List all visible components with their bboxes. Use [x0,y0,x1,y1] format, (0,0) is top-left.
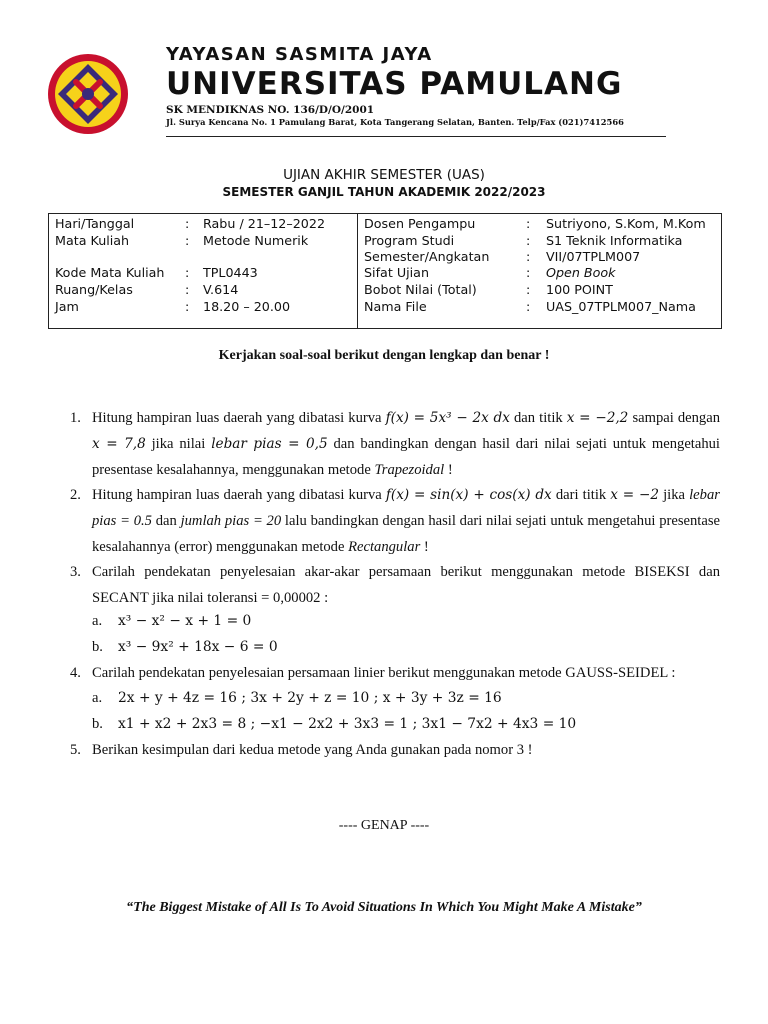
info-label: Mata Kuliah [55,233,130,248]
university-logo [46,52,130,136]
info-colon: : [526,249,531,264]
question-number: 4. [70,665,81,681]
info-value: 18.20 – 20.00 [203,299,291,314]
question-text: Carilah pendekatan penyelesaian akar-akar persamaan berikut menggunakan metode BISEKSI dan SECANT jika nilai toleransi = 0,00002 : [92,564,720,606]
question-text: Hitung hampiran luas daerah yang dibatasi kurva f(x) = 5x³ − 2x dx dan titik x = −2,2 sampai dengan x = 7,8 jika nilai lebar pias = 0,5 dan bandingkan dengan hasil dari nilai sejati untuk mengetahui presentase kesalahannya, menggunakan metode Trapezoidal ! [92,410,720,478]
info-value: V.614 [203,282,239,297]
info-colon: : [185,299,190,314]
info-label: Kode Mata Kuliah [55,265,165,280]
info-value: UAS_07TPLM007_Nama [546,299,696,314]
info-colon: : [526,233,531,248]
info-label: Nama File [364,299,427,314]
footer-quote: “The Biggest Mistake of All Is To Avoid Situations In Which You Might Make A Mistake” [126,900,642,915]
info-value: 100 POINT [546,282,613,297]
info-value: Metode Numerik [203,233,309,248]
equation: x³ − 9x² + 18x − 6 = 0 [118,639,278,655]
question-text: Hitung hampiran luas daerah yang dibatasi kurva f(x) = sin(x) + cos(x) dx dari titik x = −2 jika lebar pias = 0.5 dan jumlah pias = 20 lalu bandingkan dengan hasil dari nilai sejati untuk mengetahui presentase kesalahannya (error) menggunakan metode Rectangular ! [92,487,720,555]
info-value: VII/07TPLM007 [546,249,641,264]
info-colon: : [526,282,531,297]
info-colon: : [185,282,190,297]
math-expression: lebar pias = 0,5 [211,436,328,452]
sub-label: a. [92,690,103,706]
exam-info-table [48,213,722,329]
info-value: TPL0443 [203,265,258,280]
info-colon: : [526,216,531,231]
info-colon: : [526,265,531,280]
exam-variant: ---- GENAP ---- [338,818,430,833]
info-value: S1 Teknik Informatika [546,233,683,248]
sub-label: b. [92,639,103,655]
info-colon: : [185,265,190,280]
equation: x1 + x2 + 2x3 = 8 ; −x1 − 2x2 + 3x3 = 1 ; 3x1 − 7x2 + 4x3 = 10 [118,716,577,732]
math-expression: f(x) = sin(x) + cos(x) dx [385,487,552,503]
info-colon: : [526,299,531,314]
info-label: Sifat Ujian [364,265,429,280]
question-text: Berikan kesimpulan dari kedua metode yang Anda gunakan pada nomor 3 ! [92,742,533,758]
info-table-divider [357,214,358,328]
sub-label: a. [92,613,103,629]
instruction: Kerjakan soal-soal berikut dengan lengkap dan benar ! [218,348,550,363]
math-expression: x = −2 [610,487,659,503]
exam-subtitle: SEMESTER GANJIL TAHUN AKADEMIK 2022/2023 [222,185,546,199]
sk-number: SK MENDIKNAS NO. 136/D/O/2001 [166,104,375,116]
info-value: Sutriyono, S.Kom, M.Kom [546,216,706,231]
question-number: 5. [70,742,81,758]
math-expression: x = 7,8 [92,436,146,452]
address: Jl. Surya Kencana No. 1 Pamulang Barat, Kota Tangerang Selatan, Banten. Telp/Fax (021)7412566 [166,117,624,127]
info-value: Rabu / 21–12–2022 [203,216,326,231]
header-divider [166,136,666,137]
info-colon: : [185,233,190,248]
info-label: Program Studi [364,233,455,248]
question-number: 2. [70,487,81,503]
info-colon: : [185,216,190,231]
info-label: Hari/Tanggal [55,216,135,231]
info-label: Dosen Pengampu [364,216,476,231]
info-label: Ruang/Kelas [55,282,133,297]
question-text: Carilah pendekatan penyelesaian persamaan linier berikut menggunakan metode GAUSS-SEIDEL : [92,665,676,681]
question-number: 1. [70,410,81,426]
math-expression: x = −2,2 [566,410,629,426]
university-name: UNIVERSITAS PAMULANG [166,66,623,102]
info-label: Jam [55,299,79,314]
sub-label: b. [92,716,103,732]
info-label: Bobot Nilai (Total) [364,282,477,297]
info-value: Open Book [546,265,616,280]
foundation-name: YAYASAN SASMITA JAYA [166,44,433,65]
question-number: 3. [70,564,81,580]
math-expression: f(x) = 5x³ − 2x dx [385,410,510,426]
info-label: Semester/Angkatan [364,249,490,264]
equation: 2x + y + 4z = 16 ; 3x + 2y + z = 10 ; x + 3y + 3z = 16 [118,690,502,706]
equation: x³ − x² − x + 1 = 0 [118,613,252,629]
exam-title: UJIAN AKHIR SEMESTER (UAS) [283,167,485,183]
